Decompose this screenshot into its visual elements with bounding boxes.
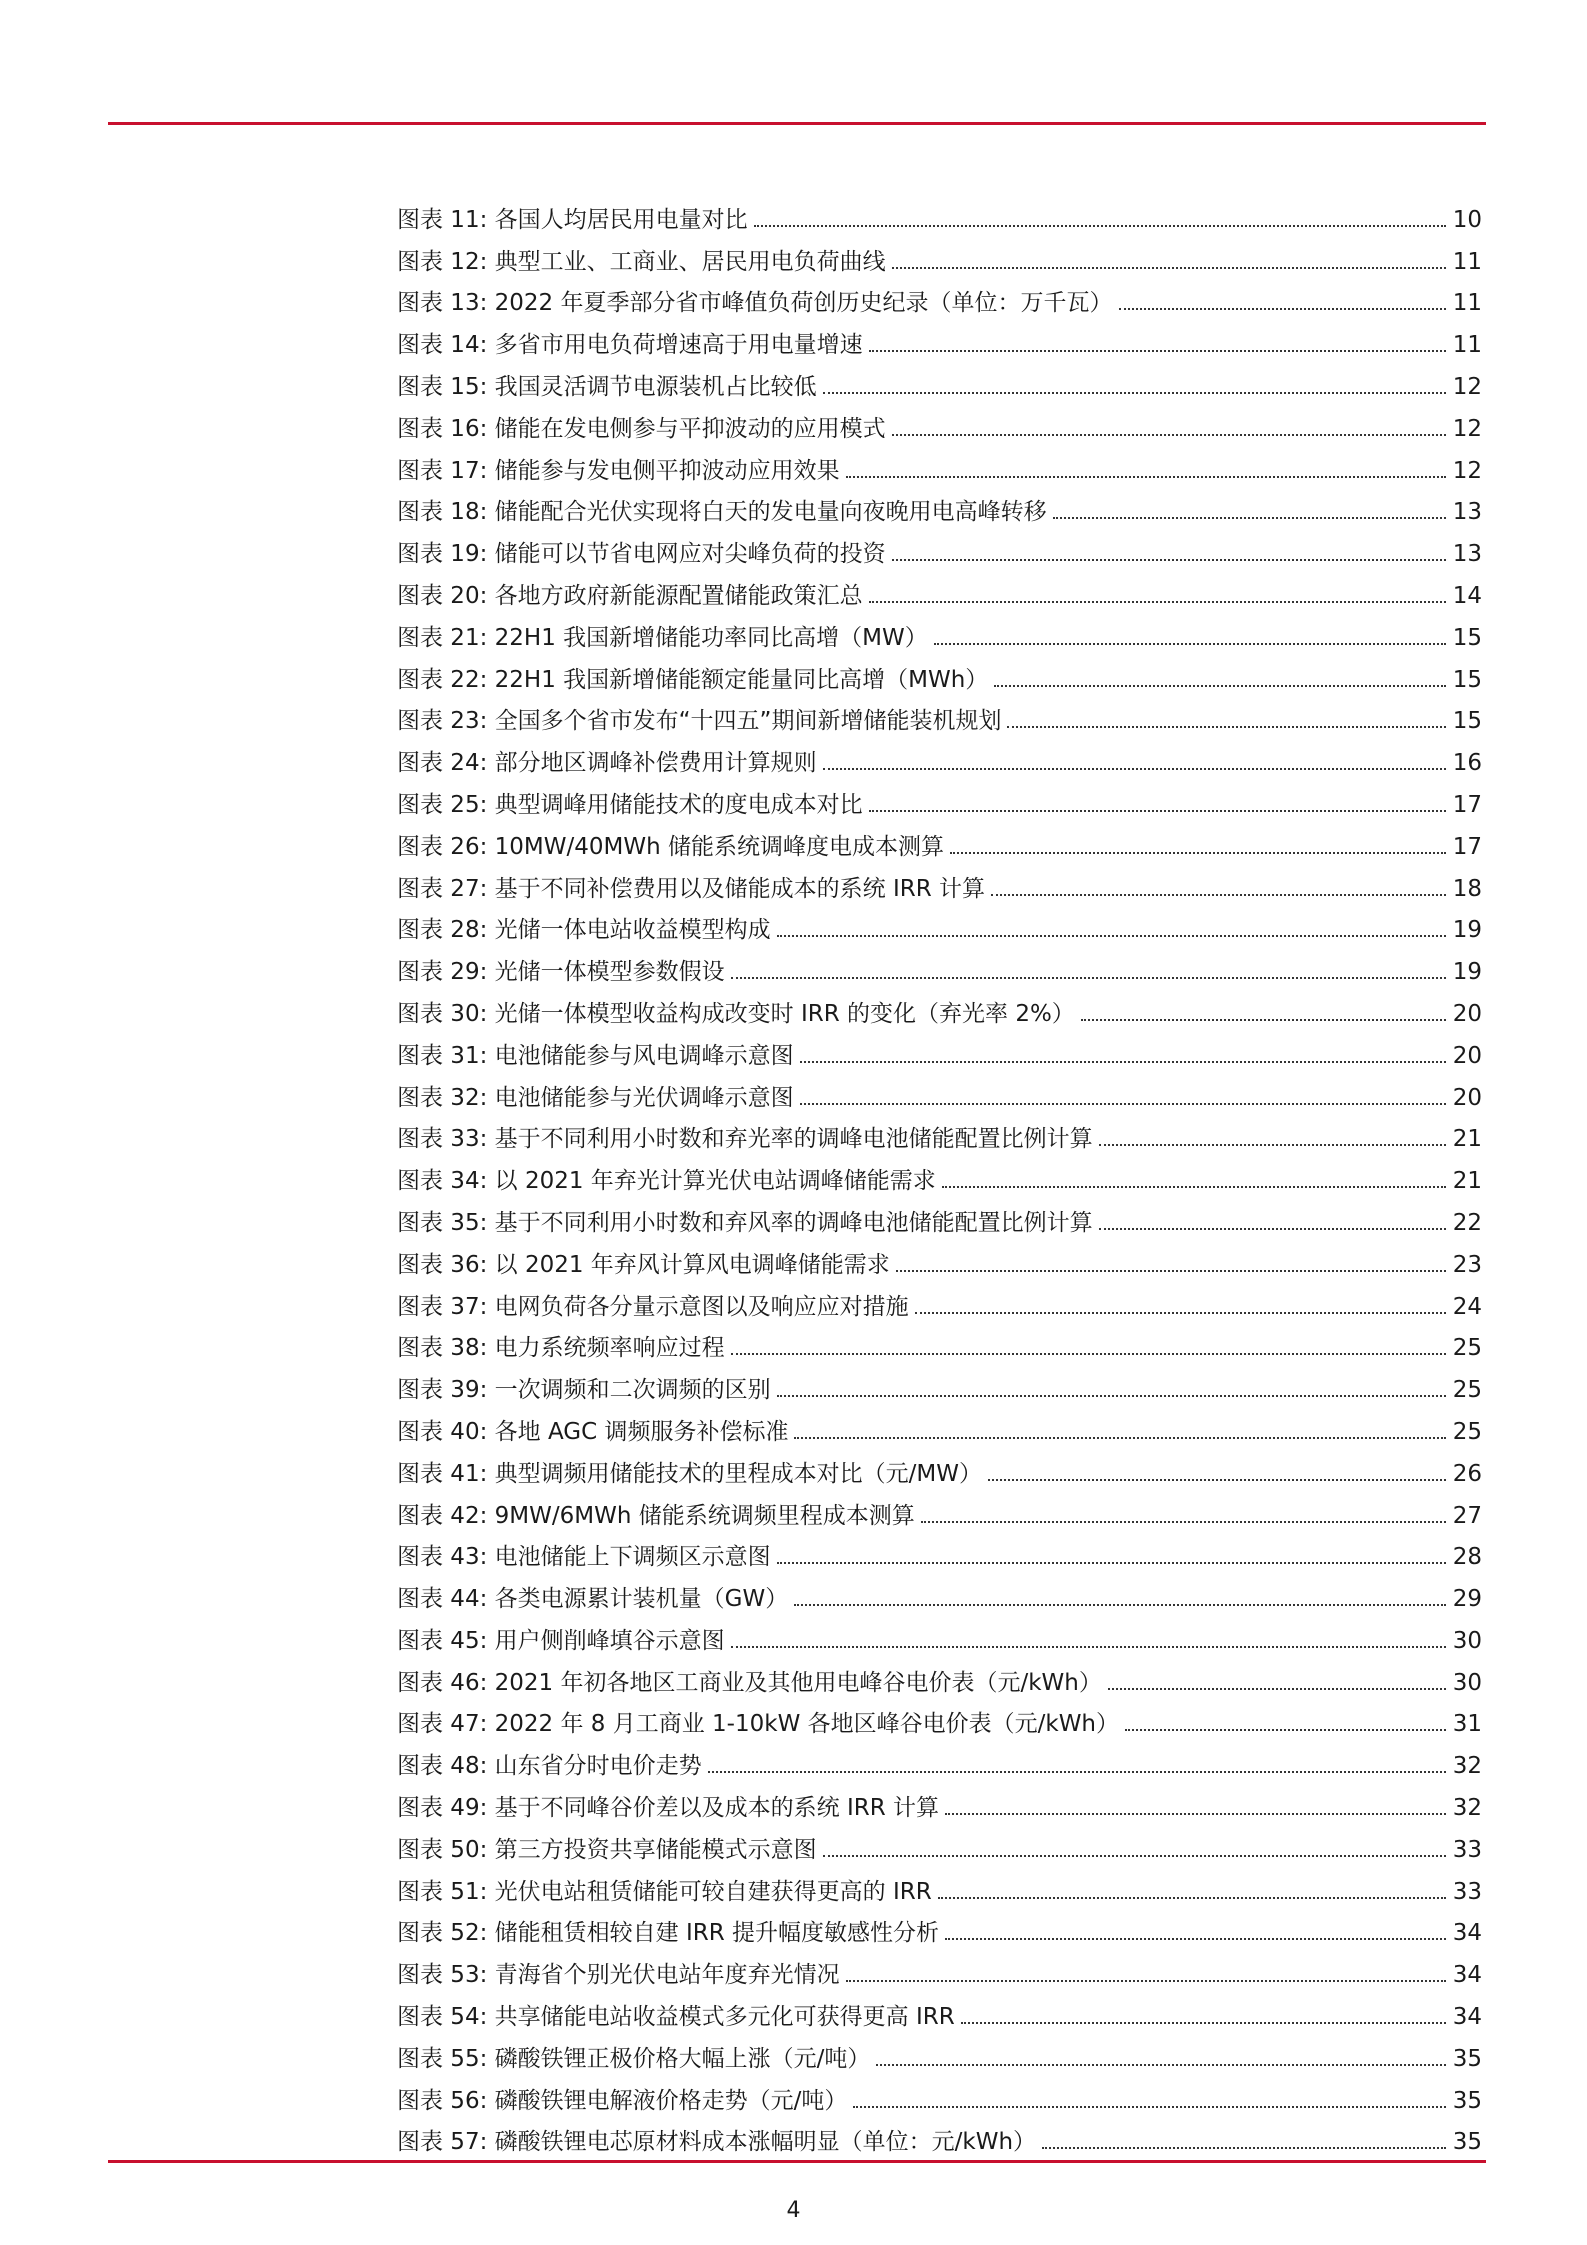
label-spacer: [487, 2045, 494, 2073]
page-ref: 35: [1452, 2045, 1482, 2072]
toc-entry[interactable]: [397, 777, 1482, 819]
label-spacer: [487, 289, 494, 317]
figure-title: 部分地区调峰补偿费用计算规则: [494, 750, 817, 777]
dot-leader: [892, 267, 1446, 269]
figure-label: 图表 36:: [397, 1251, 488, 1278]
page-ref: 20: [1452, 1042, 1482, 1069]
label-spacer: [487, 457, 494, 485]
toc-entry[interactable]: [397, 485, 1482, 527]
figure-title: 基于不同补偿费用以及储能成本的系统 IRR 计算: [494, 875, 986, 902]
label-spacer: [487, 1334, 494, 1362]
dot-leader: [988, 1479, 1446, 1481]
page-ref: 21: [1452, 1168, 1482, 1195]
page-ref: 25: [1452, 1418, 1482, 1445]
figure-title: 储能参与发电侧平抑波动应用效果: [494, 457, 840, 484]
header-rule: [108, 122, 1486, 125]
page-ref: 31: [1452, 1711, 1482, 1738]
figure-title: 储能可以节省电网应对尖峰负荷的投资: [494, 541, 886, 568]
figure-title: 一次调频和二次调频的区别: [494, 1377, 771, 1404]
figure-label: 图表 29:: [397, 959, 488, 986]
figure-title: 2021 年初各地区工商业及其他用电峰谷电价表（元/kWh）: [494, 1669, 1102, 1696]
toc-entry[interactable]: [397, 359, 1482, 401]
dot-leader: [915, 1312, 1446, 1314]
label-spacer: [487, 1042, 494, 1070]
page-number: 4: [786, 2198, 801, 2223]
label-spacer: [487, 2128, 494, 2156]
figure-label: 图表 57:: [397, 2129, 488, 2156]
label-spacer: [487, 1084, 494, 1112]
figure-title: 2022 年夏季部分省市峰值负荷创历史纪录（单位：万千瓦）: [494, 290, 1113, 317]
figure-title: 储能配合光伏实现将白天的发电量向夜晚用电高峰转移: [494, 499, 1047, 526]
page-ref: 15: [1452, 666, 1482, 693]
dot-leader: [823, 768, 1446, 770]
label-spacer: [487, 498, 494, 526]
page-ref: 27: [1452, 1502, 1482, 1529]
figure-label: 图表 39:: [397, 1377, 488, 1404]
dot-leader: [950, 852, 1446, 854]
figure-label: 图表 51:: [397, 1878, 488, 1905]
page-ref: 22: [1452, 1209, 1482, 1236]
label-spacer: [487, 540, 494, 568]
dot-leader: [777, 1395, 1446, 1397]
figure-title: 第三方投资共享储能模式示意图: [494, 1836, 817, 1863]
figure-title: 电池储能上下调频区示意图: [494, 1544, 771, 1571]
figure-label: 图表 55:: [397, 2045, 488, 2072]
figure-label: 图表 30:: [397, 1000, 488, 1027]
page-ref: 24: [1452, 1293, 1482, 1320]
dot-leader: [1042, 2147, 1446, 2149]
table-of-figures: [397, 192, 1482, 2156]
page-ref: 19: [1452, 959, 1482, 986]
toc-entry[interactable]: [397, 1738, 1482, 1780]
figure-label: 图表 42:: [397, 1502, 488, 1529]
dot-leader: [800, 1061, 1446, 1063]
dot-leader: [754, 225, 1446, 227]
dot-leader: [731, 1646, 1446, 1648]
page-ref: 13: [1452, 541, 1482, 568]
figure-label: 图表 45:: [397, 1627, 488, 1654]
figure-label: 图表 22:: [397, 666, 488, 693]
figure-label: 图表 37:: [397, 1293, 488, 1320]
figure-label: 图表 17:: [397, 457, 488, 484]
page-ref: 35: [1452, 2087, 1482, 2114]
dot-leader: [846, 476, 1446, 478]
label-spacer: [487, 2003, 494, 2031]
figure-label: 图表 31:: [397, 1042, 488, 1069]
toc-entry[interactable]: [397, 1613, 1482, 1655]
page-ref: 18: [1452, 875, 1482, 902]
toc-entry[interactable]: [397, 1112, 1482, 1154]
dot-leader: [1125, 1729, 1446, 1731]
page-ref: 11: [1452, 290, 1482, 317]
label-spacer: [487, 1167, 494, 1195]
page-ref: 33: [1452, 1836, 1482, 1863]
dot-leader: [731, 977, 1446, 979]
toc-entry[interactable]: [397, 317, 1482, 359]
dot-leader: [800, 1103, 1446, 1105]
figure-label: 图表 49:: [397, 1795, 488, 1822]
figure-title: 典型调频用储能技术的里程成本对比（元/MW）: [494, 1460, 982, 1487]
toc-entry[interactable]: [397, 2073, 1482, 2115]
toc-entry[interactable]: [397, 694, 1482, 736]
figure-title: 基于不同利用小时数和弃光率的调峰电池储能配置比例计算: [494, 1126, 1093, 1153]
label-spacer: [487, 1919, 494, 1947]
label-spacer: [487, 1878, 494, 1906]
figure-title: 各类电源累计装机量（GW）: [494, 1586, 789, 1613]
label-spacer: [487, 1460, 494, 1488]
figure-label: 图表 23:: [397, 708, 488, 735]
figure-title: 电力系统频率响应过程: [494, 1335, 725, 1362]
figure-title: 各地 AGC 调频服务补偿标准: [494, 1418, 789, 1445]
toc-entry[interactable]: [397, 1488, 1482, 1530]
figure-label: 图表 26:: [397, 833, 488, 860]
label-spacer: [487, 206, 494, 234]
figure-title: 多省市用电负荷增速高于用电量增速: [494, 332, 863, 359]
toc-entry[interactable]: [397, 652, 1482, 694]
label-spacer: [487, 1627, 494, 1655]
dot-leader: [1108, 1688, 1446, 1690]
figure-title: 全国多个省市发布“十四五”期间新增储能装机规划: [494, 708, 1002, 735]
toc-entry[interactable]: [397, 2031, 1482, 2073]
toc-entry[interactable]: [397, 1530, 1482, 1572]
dot-leader: [794, 1604, 1446, 1606]
dot-leader: [938, 1897, 1446, 1899]
page-ref: 15: [1452, 708, 1482, 735]
figure-label: 图表 53:: [397, 1962, 488, 1989]
dot-leader: [961, 2022, 1446, 2024]
page-ref: 10: [1452, 206, 1482, 233]
page-ref: 23: [1452, 1251, 1482, 1278]
label-spacer: [487, 1502, 494, 1530]
figure-label: 图表 27:: [397, 875, 488, 902]
figure-label: 图表 28:: [397, 917, 488, 944]
page-ref: 12: [1452, 457, 1482, 484]
label-spacer: [487, 1836, 494, 1864]
figure-title: 22H1 我国新增储能额定能量同比高增（MWh）: [494, 666, 989, 693]
figure-label: 图表 18:: [397, 499, 488, 526]
page-ref: 13: [1452, 499, 1482, 526]
figure-title: 各国人均居民用电量对比: [494, 206, 748, 233]
page-ref: 26: [1452, 1460, 1482, 1487]
label-spacer: [487, 1961, 494, 1989]
dot-leader: [846, 1980, 1446, 1982]
dot-leader: [921, 1521, 1446, 1523]
figure-label: 图表 40:: [397, 1418, 488, 1445]
toc-entry[interactable]: [397, 2115, 1482, 2157]
page-ref: 30: [1452, 1669, 1482, 1696]
toc-entry[interactable]: [397, 1321, 1482, 1363]
figure-title: 光储一体模型收益构成改变时 IRR 的变化（弃光率 2%）: [494, 1000, 1075, 1027]
figure-label: 图表 48:: [397, 1753, 488, 1780]
toc-entry[interactable]: [397, 610, 1482, 652]
figure-label: 图表 32:: [397, 1084, 488, 1111]
figure-title: 光储一体模型参数假设: [494, 959, 725, 986]
toc-entry[interactable]: [397, 1947, 1482, 1989]
toc-entry[interactable]: [397, 1404, 1482, 1446]
figure-title: 电池储能参与光伏调峰示意图: [494, 1084, 794, 1111]
label-spacer: [487, 1376, 494, 1404]
toc-entry[interactable]: [397, 1822, 1482, 1864]
figure-title: 青海省个别光伏电站年度弃光情况: [494, 1962, 840, 1989]
label-spacer: [487, 707, 494, 735]
figure-label: 图表 13:: [397, 290, 488, 317]
label-spacer: [487, 248, 494, 276]
page-ref: 12: [1452, 415, 1482, 442]
dot-leader: [869, 601, 1446, 603]
toc-entry[interactable]: [397, 1070, 1482, 1112]
dot-leader: [892, 434, 1446, 436]
label-spacer: [487, 373, 494, 401]
dot-leader: [1099, 1228, 1446, 1230]
dot-leader: [1099, 1144, 1446, 1146]
dot-leader: [777, 935, 1446, 937]
figure-label: 图表 16:: [397, 415, 488, 442]
label-spacer: [487, 624, 494, 652]
figure-title: 电网负荷各分量示意图以及响应应对措施: [494, 1293, 909, 1320]
toc-entry[interactable]: [397, 1028, 1482, 1070]
figure-label: 图表 12:: [397, 248, 488, 275]
toc-entry[interactable]: [397, 944, 1482, 986]
label-spacer: [487, 331, 494, 359]
figure-label: 图表 41:: [397, 1460, 488, 1487]
label-spacer: [487, 666, 494, 694]
toc-entry[interactable]: [397, 192, 1482, 234]
dot-leader: [1119, 308, 1447, 310]
figure-title: 典型工业、工商业、居民用电负荷曲线: [494, 248, 886, 275]
figure-title: 用户侧削峰填谷示意图: [494, 1627, 725, 1654]
toc-entry[interactable]: [397, 903, 1482, 945]
label-spacer: [487, 749, 494, 777]
page-ref: 14: [1452, 582, 1482, 609]
page-ref: 34: [1452, 1920, 1482, 1947]
figure-label: 图表 33:: [397, 1126, 488, 1153]
page-ref: 25: [1452, 1377, 1482, 1404]
figure-title: 2022 年 8 月工商业 1-10kW 各地区峰谷电价表（元/kWh）: [494, 1711, 1120, 1738]
dot-leader: [945, 1813, 1446, 1815]
page-ref: 17: [1452, 791, 1482, 818]
dot-leader: [876, 2064, 1446, 2066]
page-ref: 17: [1452, 833, 1482, 860]
page-ref: 20: [1452, 1084, 1482, 1111]
figure-title: 储能在发电侧参与平抑波动的应用模式: [494, 415, 886, 442]
figure-label: 图表 44:: [397, 1586, 488, 1613]
toc-entry[interactable]: [397, 1697, 1482, 1739]
figure-title: 光储一体电站收益模型构成: [494, 917, 771, 944]
label-spacer: [487, 916, 494, 944]
page-ref: 15: [1452, 624, 1482, 651]
figure-title: 22H1 我国新增储能功率同比高增（MW）: [494, 624, 928, 651]
dot-leader: [708, 1771, 1446, 1773]
label-spacer: [487, 1669, 494, 1697]
dot-leader: [994, 685, 1446, 687]
figure-title: 10MW/40MWh 储能系统调峰度电成本测算: [494, 833, 944, 860]
label-spacer: [487, 1125, 494, 1153]
toc-entry[interactable]: [397, 861, 1482, 903]
figure-title: 储能租赁相较自建 IRR 提升幅度敏感性分析: [494, 1920, 940, 1947]
page-ref: 11: [1452, 332, 1482, 359]
figure-title: 电池储能参与风电调峰示意图: [494, 1042, 794, 1069]
figure-title: 光伏电站租赁储能可较自建获得更高的 IRR: [494, 1878, 932, 1905]
dot-leader: [823, 392, 1446, 394]
dot-leader: [853, 2106, 1446, 2108]
figure-label: 图表 11:: [397, 206, 488, 233]
figure-title: 以 2021 年弃光计算光伏电站调峰储能需求: [494, 1168, 936, 1195]
page-ref: 19: [1452, 917, 1482, 944]
toc-entry[interactable]: [397, 1780, 1482, 1822]
dot-leader: [731, 1353, 1446, 1355]
dot-leader: [823, 1855, 1446, 1857]
dot-leader: [945, 1938, 1446, 1940]
figure-label: 图表 19:: [397, 541, 488, 568]
page-ref: 30: [1452, 1627, 1482, 1654]
toc-entry[interactable]: [397, 568, 1482, 610]
figure-label: 图表 24:: [397, 750, 488, 777]
dot-leader: [892, 559, 1446, 561]
figure-label: 图表 43:: [397, 1544, 488, 1571]
figure-title: 以 2021 年弃风计算风电调峰储能需求: [494, 1251, 890, 1278]
figure-title: 9MW/6MWh 储能系统调频里程成本测算: [494, 1502, 915, 1529]
page-ref: 20: [1452, 1000, 1482, 1027]
label-spacer: [487, 415, 494, 443]
toc-entry[interactable]: [397, 1446, 1482, 1488]
label-spacer: [487, 2087, 494, 2115]
label-spacer: [487, 875, 494, 903]
figure-title: 我国灵活调节电源装机占比较低: [494, 373, 817, 400]
page-ref: 29: [1452, 1586, 1482, 1613]
label-spacer: [487, 1000, 494, 1028]
figure-label: 图表 38:: [397, 1335, 488, 1362]
toc-entry[interactable]: [397, 1571, 1482, 1613]
toc-entry[interactable]: [397, 1195, 1482, 1237]
figure-label: 图表 46:: [397, 1669, 488, 1696]
toc-entry[interactable]: [397, 443, 1482, 485]
dot-leader: [896, 1270, 1446, 1272]
figure-title: 典型调峰用储能技术的度电成本对比: [494, 791, 863, 818]
dot-leader: [934, 643, 1446, 645]
dot-leader: [869, 350, 1446, 352]
dot-leader: [1053, 517, 1446, 519]
label-spacer: [487, 582, 494, 610]
dot-leader: [1007, 726, 1446, 728]
figure-title: 磷酸铁锂正极价格大幅上涨（元/吨）: [494, 2045, 871, 2072]
figure-label: 图表 15:: [397, 373, 488, 400]
figure-label: 图表 52:: [397, 1920, 488, 1947]
label-spacer: [487, 1251, 494, 1279]
figure-label: 图表 47:: [397, 1711, 488, 1738]
dot-leader: [794, 1437, 1446, 1439]
toc-entry[interactable]: [397, 276, 1482, 318]
figure-label: 图表 20:: [397, 582, 488, 609]
toc-entry[interactable]: [397, 819, 1482, 861]
figure-title: 磷酸铁锂电芯原材料成本涨幅明显（单位：元/kWh）: [494, 2129, 1037, 2156]
figure-title: 磷酸铁锂电解液价格走势（元/吨）: [494, 2087, 848, 2114]
figure-title: 共享储能电站收益模式多元化可获得更高 IRR: [494, 2004, 955, 2031]
figure-label: 图表 14:: [397, 332, 488, 359]
dot-leader: [991, 894, 1446, 896]
figure-label: 图表 21:: [397, 624, 488, 651]
toc-entry[interactable]: [397, 986, 1482, 1028]
label-spacer: [487, 1585, 494, 1613]
label-spacer: [487, 791, 494, 819]
toc-entry[interactable]: [397, 1279, 1482, 1321]
label-spacer: [487, 1752, 494, 1780]
page-ref: 32: [1452, 1795, 1482, 1822]
figure-label: 图表 54:: [397, 2004, 488, 2031]
page-ref: 34: [1452, 2004, 1482, 2031]
page-ref: 32: [1452, 1753, 1482, 1780]
figure-label: 图表 25:: [397, 791, 488, 818]
toc-entry[interactable]: [397, 1362, 1482, 1404]
figure-title: 山东省分时电价走势: [494, 1753, 702, 1780]
figure-title: 基于不同峰谷价差以及成本的系统 IRR 计算: [494, 1795, 940, 1822]
figure-label: 图表 35:: [397, 1209, 488, 1236]
toc-entry[interactable]: [397, 1864, 1482, 1906]
page-ref: 16: [1452, 750, 1482, 777]
label-spacer: [487, 1794, 494, 1822]
label-spacer: [487, 1209, 494, 1237]
toc-entry[interactable]: [397, 234, 1482, 276]
toc-entry[interactable]: [397, 1655, 1482, 1697]
page-ref: 35: [1452, 2129, 1482, 2156]
page-ref: 28: [1452, 1544, 1482, 1571]
toc-entry[interactable]: [397, 735, 1482, 777]
page-ref: 21: [1452, 1126, 1482, 1153]
label-spacer: [487, 958, 494, 986]
page-ref: 34: [1452, 1962, 1482, 1989]
dot-leader: [777, 1562, 1446, 1564]
dot-leader: [1081, 1019, 1446, 1021]
page-ref: 25: [1452, 1335, 1482, 1362]
label-spacer: [487, 1710, 494, 1738]
page-ref: 33: [1452, 1878, 1482, 1905]
toc-entry[interactable]: [397, 1153, 1482, 1195]
figure-label: 图表 56:: [397, 2087, 488, 2114]
toc-entry[interactable]: [397, 1906, 1482, 1948]
figure-label: 图表 50:: [397, 1836, 488, 1863]
toc-entry[interactable]: [397, 1237, 1482, 1279]
page-ref: 11: [1452, 248, 1482, 275]
label-spacer: [487, 1543, 494, 1571]
toc-entry[interactable]: [397, 526, 1482, 568]
toc-entry[interactable]: [397, 1989, 1482, 2031]
label-spacer: [487, 833, 494, 861]
label-spacer: [487, 1418, 494, 1446]
figure-title: 基于不同利用小时数和弃风率的调峰电池储能配置比例计算: [494, 1209, 1093, 1236]
dot-leader: [942, 1186, 1446, 1188]
figure-label: 图表 34:: [397, 1168, 488, 1195]
label-spacer: [487, 1293, 494, 1321]
toc-entry[interactable]: [397, 401, 1482, 443]
figure-title: 各地方政府新能源配置储能政策汇总: [494, 582, 863, 609]
dot-leader: [869, 810, 1446, 812]
footer-rule: [108, 2160, 1486, 2163]
page-ref: 12: [1452, 373, 1482, 400]
